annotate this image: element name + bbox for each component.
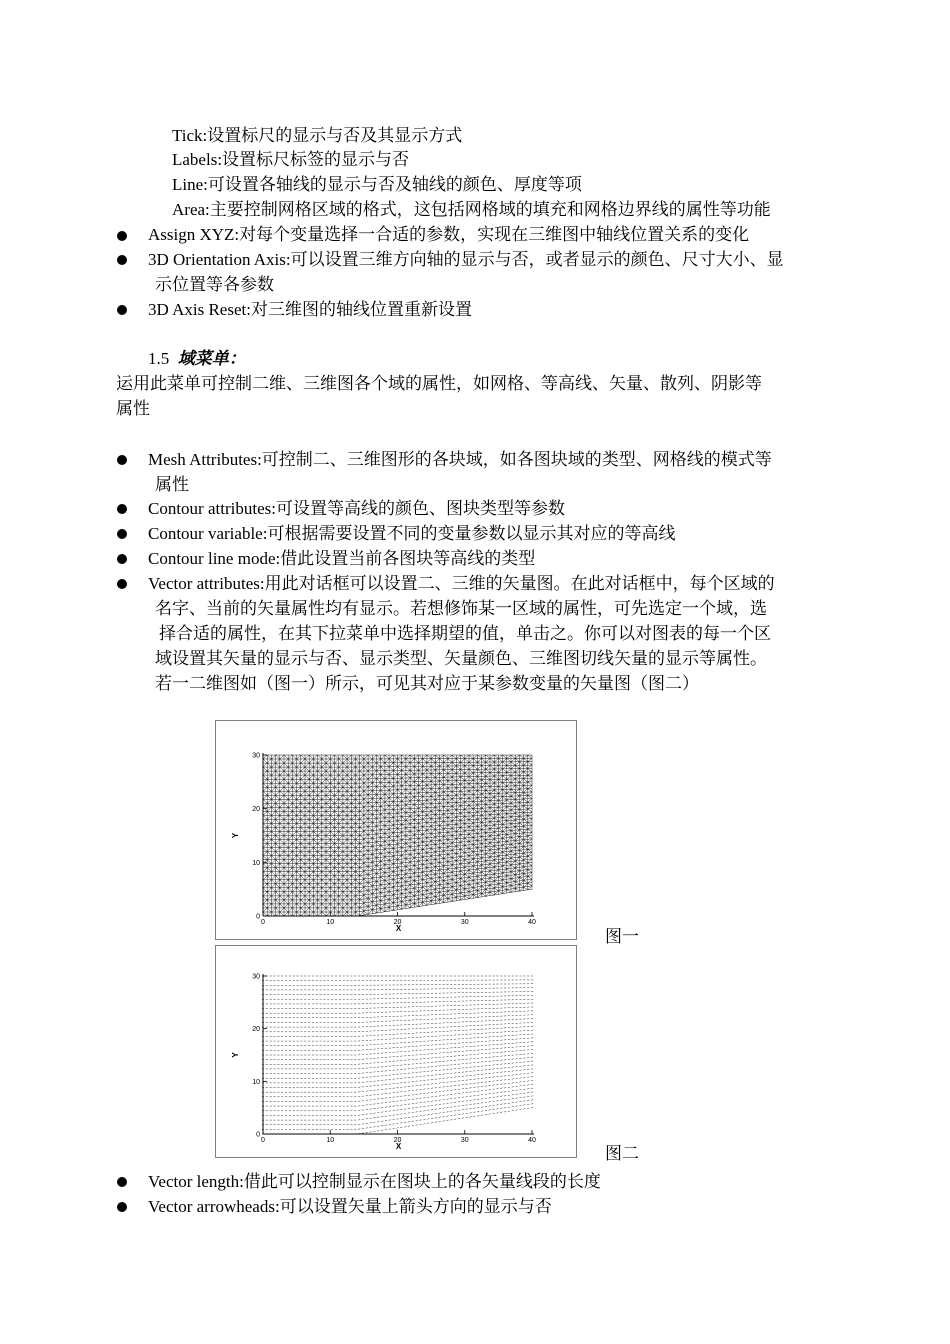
- x-tick-label: 20: [393, 919, 402, 926]
- x-tick-label: 20: [393, 1137, 402, 1144]
- x-tick-label: 40: [528, 1137, 536, 1144]
- y-tick-label: 30: [252, 752, 260, 760]
- y-tick-label: 10: [252, 859, 260, 867]
- x-tick-label: 40: [528, 919, 536, 926]
- figure-1-caption: 图一: [605, 927, 639, 946]
- bullet-vector-line3: 择合适的属性，在其下拉菜单中选择期望的值，单击之。你可以对图表的每一个区: [159, 624, 771, 643]
- figure-2-caption: 图二: [605, 1144, 639, 1163]
- mesh-lines: [263, 755, 532, 916]
- bullet-icon: [117, 1177, 127, 1187]
- vector-field: [262, 976, 533, 1134]
- bullet-contour-attributes: Contour attributes:可设置等高线的颜色、图块类型等参数: [148, 499, 565, 518]
- y-tick-label: 20: [252, 1026, 260, 1034]
- bullet-icon: [117, 529, 127, 539]
- section-intro-line2: 属性: [116, 399, 150, 418]
- bullet-assign-xyz: Assign XYZ:对每个变量选择一合适的参数，实现在三维图中轴线位置关系的变化: [148, 225, 750, 244]
- bullet-icon: [117, 305, 127, 315]
- y-tick-label: 0: [256, 1131, 260, 1139]
- x-axis-label: X: [395, 1142, 402, 1151]
- bullet-icon: [117, 504, 127, 514]
- y-axis-label: Y: [231, 832, 240, 839]
- axis-item-area: Area:主要控制网格区域的格式，这包括网格域的填充和网格边界线的属性等功能: [172, 200, 771, 219]
- bullet-icon: [117, 1202, 127, 1212]
- x-axis-label: X: [395, 924, 402, 933]
- bullet-vector-line1: Vector attributes:用此对话框可以设置二、三维的矢量图。在此对话框中，每个区域的: [148, 574, 775, 593]
- bullet-contour-line-mode: Contour line mode:借此设置当前各图块等高线的类型: [148, 549, 536, 568]
- bullet-orientation-line2: 示位置等各参数: [155, 275, 274, 294]
- bullet-icon: [117, 231, 127, 241]
- bullet-contour-variable: Contour variable:可根据需要设置不同的变量参数以显示其对应的等高线: [148, 524, 676, 543]
- section-title: 域菜单：: [177, 349, 246, 368]
- y-tick-label: 20: [252, 806, 260, 814]
- vector-arrows: [262, 976, 533, 1134]
- bullet-icon: [117, 255, 127, 265]
- x-tick-label: 0: [261, 1137, 265, 1144]
- bullet-orientation-line1: 3D Orientation Axis:可以设置三维方向轴的显示与否，或者显示的颜色、尺寸大小、显: [148, 250, 784, 269]
- bullet-mesh-line1: Mesh Attributes:可控制二、三维图形的各块域，如各图块域的类型、网格线的模式等: [148, 450, 772, 469]
- vector-plot: [216, 946, 576, 1157]
- mesh-path: [263, 755, 532, 916]
- bullet-icon: [117, 554, 127, 564]
- bullet-vector-line2: 名字、当前的矢量属性均有显示。若想修饰某一区域的属性，可先选定一个域，选: [155, 599, 767, 618]
- x-tick-label: 30: [460, 919, 469, 926]
- y-tick-label: 10: [252, 1078, 260, 1086]
- section-intro-line1: 运用此菜单可控制二维、三维图各个域的属性，如网格、等高线、矢量、散列、阴影等: [116, 374, 762, 393]
- figure-2-frame: [215, 945, 577, 1158]
- y-axis-label: Y: [231, 1052, 240, 1058]
- axis-item-labels: Labels:设置标尺标签的显示与否: [172, 150, 410, 169]
- bullet-icon: [117, 455, 127, 465]
- bullet-axis-reset: 3D Axis Reset:对三维图的轴线位置重新设置: [148, 300, 472, 319]
- figure-1-frame: [215, 720, 577, 940]
- bullet-vector-arrowheads: Vector arrowheads:可以设置矢量上箭头方向的显示与否: [148, 1197, 552, 1216]
- section-heading: [148, 348, 246, 370]
- bullet-vector-line5: 若一二维图如（图一）所示，可见其对应于某参数变量的矢量图（图二）: [155, 674, 699, 693]
- x-tick-label: 30: [460, 1137, 469, 1144]
- bullet-vector-length: Vector length:借此可以控制显示在图块上的各矢量线段的长度: [148, 1172, 601, 1191]
- x-tick-label: 10: [326, 919, 335, 926]
- mesh-plot: [216, 721, 576, 939]
- section-number: 1.5: [148, 349, 170, 368]
- axis-item-line: Line:可设置各轴线的显示与否及轴线的颜色、厚度等项: [172, 175, 582, 194]
- x-tick-label: 0: [261, 919, 265, 926]
- bullet-icon: [117, 579, 127, 589]
- bullet-mesh-line2: 属性: [155, 475, 189, 494]
- y-tick-label: 30: [252, 973, 260, 981]
- x-tick-label: 10: [326, 1137, 335, 1144]
- axis-item-tick: Tick:设置标尺的显示与否及其显示方式: [172, 126, 463, 145]
- y-tick-label: 0: [256, 913, 260, 921]
- bullet-vector-line4: 域设置其矢量的显示与否、显示类型、矢量颜色、三维图切线矢量的显示等属性。: [155, 649, 767, 668]
